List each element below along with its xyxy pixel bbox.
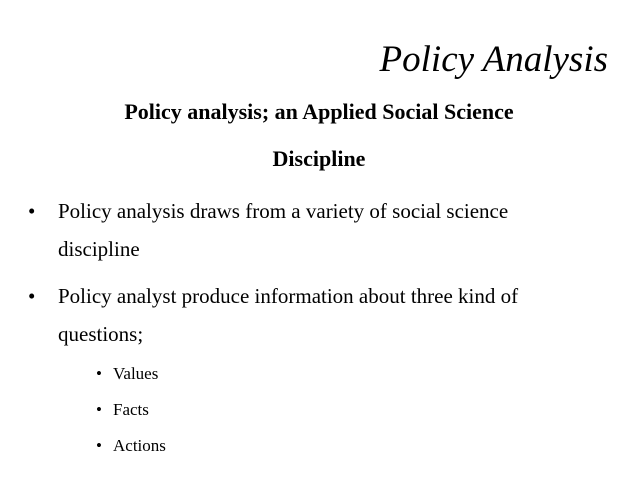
sub-bullet-text: Values [113, 364, 159, 383]
slide-title: Policy Analysis [379, 39, 608, 80]
sub-bullet-marker: • [96, 436, 102, 455]
bullet-text-continuation: discipline [58, 237, 140, 261]
sub-bullet-item [96, 436, 296, 456]
sub-bullet-marker: • [96, 364, 102, 383]
sub-bullet-text: Facts [113, 400, 149, 419]
bullet-text: Policy analyst produce information about three kind of [58, 284, 519, 308]
slide-subtitle-line-2: Discipline [272, 146, 366, 171]
sub-bullet-item [96, 364, 296, 384]
bullet-item [28, 284, 628, 308]
sub-bullet-item [96, 400, 296, 420]
bullet-item [28, 199, 628, 223]
bullet-text-continuation: questions; [58, 322, 144, 346]
slide-subtitle-line-1: Policy analysis; an Applied Social Science [124, 99, 514, 124]
bullet-marker: • [28, 199, 36, 223]
sub-bullet-text: Actions [113, 436, 166, 455]
bullet-marker: • [28, 284, 36, 308]
sub-bullet-marker: • [96, 400, 102, 419]
bullet-text: Policy analysis draws from a variety of social science [58, 199, 509, 223]
